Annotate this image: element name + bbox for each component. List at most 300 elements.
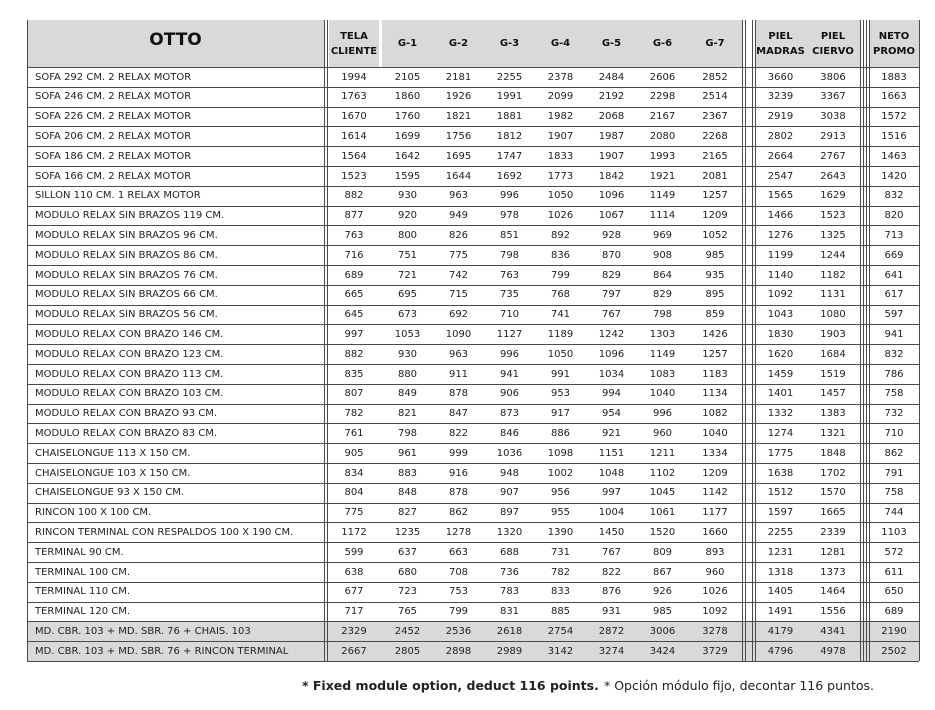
price-cell: 1080: [820, 309, 846, 321]
price-cell: 763: [344, 229, 364, 241]
price-cell: 1684: [820, 348, 846, 360]
price-cell: 1426: [702, 328, 728, 340]
price-cell: 829: [601, 269, 622, 281]
row-divider: [27, 542, 919, 543]
price-cell: 758: [884, 388, 904, 400]
price-cell: 775: [448, 249, 469, 261]
price-cell: 878: [448, 388, 469, 400]
price-cell: 882: [344, 348, 364, 360]
price-cell: 1092: [702, 606, 728, 618]
row-divider: [27, 503, 919, 504]
price-cell: 1663: [881, 91, 907, 103]
price-cell: 3367: [820, 91, 846, 103]
column-divider: [869, 20, 870, 661]
row-description: MODULO RELAX CON BRAZO 93 CM.: [35, 408, 218, 420]
price-cell: 4179: [767, 625, 794, 637]
row-description: MODULO RELAX CON BRAZO 83 CM.: [35, 427, 218, 439]
row-description: MD. CBR. 103 + MD. SBR. 76 + RINCON TERMINAL: [35, 645, 289, 657]
price-cell: 1045: [649, 487, 676, 499]
row-divider: [27, 186, 919, 187]
row-divider: [27, 404, 919, 405]
price-cell: 736: [499, 566, 520, 578]
column-divider: [755, 20, 756, 661]
price-cell: 1383: [820, 408, 846, 420]
price-cell: 997: [601, 487, 622, 499]
price-cell: 969: [652, 229, 673, 241]
price-cell: 1026: [702, 586, 728, 598]
price-cell: 916: [448, 467, 469, 479]
row-description: MODULO RELAX CON BRAZO 113 CM.: [35, 368, 224, 380]
price-cell: 1881: [496, 111, 523, 123]
price-cell: 735: [499, 289, 520, 301]
price-cell: 804: [344, 487, 364, 499]
row-description: TERMINAL 90 CM.: [35, 546, 124, 558]
footnote-spanish: * Opción módulo fijo, decontar 116 puntos.: [604, 678, 874, 693]
price-cell: 2255: [767, 526, 794, 538]
column-header: G-2: [433, 20, 484, 67]
price-cell: 1991: [496, 91, 523, 103]
price-cell: 876: [601, 586, 622, 598]
price-cell: 765: [397, 606, 418, 618]
row-description: TERMINAL 110 CM.: [35, 586, 131, 598]
column-divider: [752, 20, 753, 661]
price-cell: 1907: [598, 150, 625, 162]
price-cell: 797: [601, 289, 622, 301]
price-cell: 1665: [820, 507, 846, 519]
price-cell: 1278: [445, 526, 472, 538]
price-cell: 2805: [394, 645, 421, 657]
price-cell: 1151: [598, 447, 625, 459]
price-cell: 2536: [445, 625, 472, 637]
row-divider: [27, 641, 919, 642]
price-cell: 1464: [820, 586, 846, 598]
price-cell: 882: [344, 190, 364, 202]
row-description: SOFA 292 CM. 2 RELAX MOTOR: [35, 71, 192, 83]
row-description: SOFA 206 CM. 2 RELAX MOTOR: [35, 130, 192, 142]
price-cell: 897: [499, 507, 520, 519]
price-cell: 767: [601, 309, 622, 321]
price-cell: 710: [499, 309, 520, 321]
price-cell: 1211: [649, 447, 676, 459]
price-cell: 1140: [767, 269, 794, 281]
row-description: RINCON 100 X 100 CM.: [35, 507, 152, 519]
price-cell: 829: [652, 289, 673, 301]
price-cell: 721: [397, 269, 418, 281]
price-cell: 832: [884, 348, 904, 360]
footnote-english: * Fixed module option, deduct 116 points.: [302, 678, 599, 693]
price-cell: 836: [550, 249, 571, 261]
price-cell: 862: [884, 447, 904, 459]
price-cell: 723: [397, 586, 418, 598]
price-cell: 1660: [702, 526, 728, 538]
price-cell: 928: [601, 229, 622, 241]
price-cell: 1812: [496, 130, 523, 142]
price-cell: 1067: [598, 210, 625, 222]
price-cell: 921: [601, 427, 622, 439]
price-cell: 1629: [820, 190, 846, 202]
price-cell: 2852: [702, 71, 728, 83]
price-cell: 1565: [767, 190, 794, 202]
price-cell: 3424: [649, 645, 676, 657]
price-cell: 1244: [820, 249, 846, 261]
price-cell: 1318: [767, 566, 794, 578]
price-cell: 1994: [341, 71, 367, 83]
column-divider: [919, 20, 920, 661]
row-divider: [27, 562, 919, 563]
row-description: MODULO RELAX CON BRAZO 103 CM.: [35, 388, 224, 400]
row-divider: [27, 245, 919, 246]
price-cell: 1053: [394, 328, 421, 340]
price-cell: 908: [652, 249, 673, 261]
price-cell: 2452: [394, 625, 421, 637]
price-cell: 2298: [649, 91, 676, 103]
price-cell: 1134: [702, 388, 728, 400]
price-cell: 753: [448, 586, 469, 598]
row-description: MODULO RELAX SIN BRAZOS 76 CM.: [35, 269, 218, 281]
price-cell: 3729: [702, 645, 728, 657]
row-description: SILLON 110 CM. 1 RELAX MOTOR: [35, 190, 201, 202]
price-cell: 835: [344, 368, 364, 380]
price-cell: 1775: [767, 447, 794, 459]
price-cell: 985: [705, 249, 725, 261]
row-description: MODULO RELAX CON BRAZO 146 CM.: [35, 328, 224, 340]
price-cell: 677: [344, 586, 364, 598]
price-cell: 960: [705, 566, 725, 578]
price-cell: 931: [601, 606, 622, 618]
price-cell: 1516: [881, 130, 907, 142]
price-cell: 1334: [702, 447, 728, 459]
price-cell: 1747: [496, 150, 523, 162]
price-cell: 1052: [702, 229, 728, 241]
price-cell: 949: [448, 210, 469, 222]
price-cell: 1102: [649, 467, 676, 479]
price-cell: 1519: [820, 368, 846, 380]
price-cell: 1695: [445, 150, 472, 162]
price-cell: 1103: [881, 526, 907, 538]
column-header: PIEL CIERVO: [806, 20, 860, 67]
row-divider: [27, 661, 919, 662]
price-cell: 1257: [702, 348, 728, 360]
price-cell: 832: [884, 190, 904, 202]
row-divider: [27, 146, 919, 147]
price-cell: 2339: [820, 526, 846, 538]
row-divider: [27, 225, 919, 226]
price-cell: 1883: [881, 71, 907, 83]
price-cell: 689: [344, 269, 364, 281]
price-cell: 994: [601, 388, 622, 400]
price-cell: 1172: [341, 526, 367, 538]
price-cell: 1670: [341, 111, 367, 123]
price-cell: 1276: [767, 229, 794, 241]
price-cell: 1982: [547, 111, 574, 123]
price-cell: 3142: [547, 645, 574, 657]
price-cell: 3278: [702, 625, 728, 637]
price-cell: 689: [884, 606, 904, 618]
row-divider: [27, 522, 919, 523]
price-cell: 886: [550, 427, 571, 439]
price-cell: 892: [550, 229, 571, 241]
price-cell: 767: [601, 546, 622, 558]
price-cell: 917: [550, 408, 571, 420]
row-divider: [27, 87, 919, 88]
price-cell: 1773: [547, 170, 574, 182]
price-cell: 2547: [767, 170, 794, 182]
price-cell: 768: [550, 289, 571, 301]
price-cell: 847: [448, 408, 469, 420]
row-description: SOFA 246 CM. 2 RELAX MOTOR: [35, 91, 192, 103]
price-cell: 715: [448, 289, 469, 301]
price-cell: 1570: [820, 487, 846, 499]
price-cell: 4341: [820, 625, 846, 637]
price-cell: 1821: [445, 111, 472, 123]
price-cell: 873: [499, 408, 520, 420]
price-cell: 1036: [496, 447, 523, 459]
row-description: MODULO RELAX SIN BRAZOS 96 CM.: [35, 229, 218, 241]
price-cell: 1083: [649, 368, 676, 380]
price-cell: 708: [448, 566, 469, 578]
price-cell: 717: [344, 606, 364, 618]
price-cell: 599: [344, 546, 364, 558]
price-cell: 1189: [547, 328, 574, 340]
row-description: MODULO RELAX SIN BRAZOS 66 CM.: [35, 289, 218, 301]
row-description: CHAISELONGUE 93 X 150 CM.: [35, 487, 185, 499]
price-cell: 2989: [496, 645, 523, 657]
price-cell: 880: [397, 368, 418, 380]
price-cell: 1457: [820, 388, 846, 400]
price-cell: 1004: [598, 507, 625, 519]
price-cell: 665: [344, 289, 364, 301]
price-cell: 1303: [649, 328, 676, 340]
price-cell: 2898: [445, 645, 472, 657]
price-cell: 2484: [598, 71, 625, 83]
price-cell: 1177: [702, 507, 728, 519]
column-divider: [324, 20, 325, 661]
price-cell: 1405: [767, 586, 794, 598]
price-cell: 798: [499, 249, 520, 261]
price-cell: 2378: [547, 71, 574, 83]
price-cell: 1149: [649, 348, 676, 360]
price-cell: 1320: [496, 526, 523, 538]
price-cell: 1131: [820, 289, 846, 301]
price-cell: 820: [884, 210, 904, 222]
row-description: MODULO RELAX SIN BRAZOS 56 CM.: [35, 309, 218, 321]
price-cell: 878: [448, 487, 469, 499]
price-cell: 954: [601, 408, 622, 420]
row-divider: [27, 621, 919, 622]
price-cell: 997: [344, 328, 364, 340]
row-description: RINCON TERMINAL CON RESPALDOS 100 X 190 CM.: [35, 526, 294, 538]
price-cell: 597: [884, 309, 904, 321]
price-cell: 1644: [445, 170, 472, 182]
price-cell: 1760: [394, 111, 421, 123]
price-cell: 2913: [820, 130, 846, 142]
price-cell: 1142: [702, 487, 728, 499]
price-cell: 716: [344, 249, 364, 261]
price-cell: 695: [397, 289, 418, 301]
price-cell: 1520: [649, 526, 676, 538]
price-cell: 864: [652, 269, 673, 281]
row-description: SOFA 226 CM. 2 RELAX MOTOR: [35, 111, 192, 123]
price-cell: 1048: [598, 467, 625, 479]
price-cell: 859: [705, 309, 725, 321]
price-cell: 953: [550, 388, 571, 400]
price-cell: 1182: [820, 269, 846, 281]
price-cell: 926: [652, 586, 673, 598]
price-cell: 2192: [598, 91, 625, 103]
price-cell: 1993: [649, 150, 676, 162]
price-cell: 1597: [767, 507, 794, 519]
price-cell: 2181: [445, 71, 472, 83]
price-cell: 930: [397, 190, 418, 202]
price-cell: 851: [499, 229, 520, 241]
price-cell: 572: [884, 546, 904, 558]
price-cell: 2919: [767, 111, 794, 123]
price-cell: 1332: [767, 408, 794, 420]
price-cell: 1926: [445, 91, 472, 103]
price-cell: 1114: [649, 210, 676, 222]
price-cell: 1830: [767, 328, 794, 340]
price-cell: 2255: [496, 71, 523, 83]
row-divider: [27, 483, 919, 484]
price-cell: 1373: [820, 566, 846, 578]
price-cell: 713: [884, 229, 904, 241]
price-cell: 941: [884, 328, 904, 340]
price-cell: 1040: [702, 427, 728, 439]
price-cell: 1512: [767, 487, 794, 499]
price-cell: 1763: [341, 91, 367, 103]
row-divider: [27, 582, 919, 583]
price-cell: 2514: [702, 91, 728, 103]
price-cell: 955: [550, 507, 571, 519]
price-cell: 2329: [341, 625, 367, 637]
row-divider: [27, 364, 919, 365]
column-header: G-6: [637, 20, 688, 67]
row-divider: [27, 126, 919, 127]
price-cell: 1231: [767, 546, 794, 558]
price-cell: 2268: [702, 130, 728, 142]
price-cell: 1026: [547, 210, 574, 222]
price-cell: 1183: [702, 368, 728, 380]
price-cell: 637: [397, 546, 418, 558]
price-cell: 782: [344, 408, 364, 420]
price-cell: 775: [344, 507, 364, 519]
price-cell: 961: [397, 447, 418, 459]
price-cell: 645: [344, 309, 364, 321]
price-cell: 2367: [702, 111, 728, 123]
price-cell: 3806: [820, 71, 846, 83]
price-cell: 783: [499, 586, 520, 598]
price-cell: 1281: [820, 546, 846, 558]
price-cell: 732: [884, 408, 904, 420]
row-divider: [27, 463, 919, 464]
price-cell: 2618: [496, 625, 523, 637]
price-cell: 895: [705, 289, 725, 301]
price-cell: 2606: [649, 71, 676, 83]
price-cell: 849: [397, 388, 418, 400]
column-divider: [863, 20, 864, 661]
price-cell: 906: [499, 388, 520, 400]
price-cell: 1903: [820, 328, 846, 340]
row-divider: [27, 344, 919, 345]
price-cell: 1401: [767, 388, 794, 400]
price-cell: 1209: [702, 467, 728, 479]
row-divider: [27, 166, 919, 167]
column-header: G-4: [535, 20, 586, 67]
price-cell: 960: [652, 427, 673, 439]
column-header: G-1: [382, 20, 433, 67]
price-cell: 2080: [649, 130, 676, 142]
price-cell: 996: [499, 190, 520, 202]
row-description: CHAISELONGUE 113 X 150 CM.: [35, 447, 191, 459]
price-cell: 862: [448, 507, 469, 519]
row-description: TERMINAL 120 CM.: [35, 606, 131, 618]
price-cell: 710: [884, 427, 904, 439]
price-cell: 763: [499, 269, 520, 281]
price-cell: 1098: [547, 447, 574, 459]
price-cell: 883: [397, 467, 418, 479]
price-cell: 1848: [820, 447, 846, 459]
price-cell: 1907: [547, 130, 574, 142]
price-cell: 744: [884, 507, 904, 519]
price-cell: 907: [499, 487, 520, 499]
price-cell: 1833: [547, 150, 574, 162]
price-cell: 4978: [820, 645, 846, 657]
row-divider: [27, 206, 919, 207]
price-cell: 999: [448, 447, 469, 459]
price-cell: 1692: [496, 170, 523, 182]
price-cell: 758: [884, 487, 904, 499]
price-cell: 1321: [820, 427, 846, 439]
price-cell: 1860: [394, 91, 421, 103]
price-cell: 831: [499, 606, 520, 618]
row-description: MODULO RELAX SIN BRAZOS 119 CM.: [35, 210, 225, 222]
price-cell: 751: [397, 249, 418, 261]
price-cell: 1450: [598, 526, 625, 538]
price-cell: 1572: [881, 111, 907, 123]
price-cell: 2643: [820, 170, 846, 182]
price-cell: 799: [448, 606, 469, 618]
price-cell: 641: [884, 269, 904, 281]
row-description: SOFA 166 CM. 2 RELAX MOTOR: [35, 170, 192, 182]
price-cell: 885: [550, 606, 571, 618]
price-cell: 1702: [820, 467, 846, 479]
price-cell: 786: [884, 368, 904, 380]
price-cell: 798: [397, 427, 418, 439]
price-cell: 741: [550, 309, 571, 321]
price-cell: 1564: [341, 150, 367, 162]
price-cell: 731: [550, 546, 571, 558]
price-cell: 1325: [820, 229, 846, 241]
price-cell: 1257: [702, 190, 728, 202]
price-cell: 673: [397, 309, 418, 321]
column-divider: [860, 20, 861, 661]
price-cell: 956: [550, 487, 571, 499]
price-cell: 807: [344, 388, 364, 400]
price-cell: 1556: [820, 606, 846, 618]
price-cell: 822: [448, 427, 469, 439]
price-cell: 782: [550, 566, 571, 578]
price-cell: 2802: [767, 130, 794, 142]
price-cell: 1921: [649, 170, 676, 182]
price-cell: 1523: [820, 210, 846, 222]
price-cell: 1638: [767, 467, 794, 479]
price-cell: 791: [884, 467, 904, 479]
price-cell: 4796: [767, 645, 794, 657]
column-header: NETO PROMO: [869, 20, 919, 67]
price-cell: 834: [344, 467, 364, 479]
price-cell: 1620: [767, 348, 794, 360]
price-cell: 1390: [547, 526, 574, 538]
